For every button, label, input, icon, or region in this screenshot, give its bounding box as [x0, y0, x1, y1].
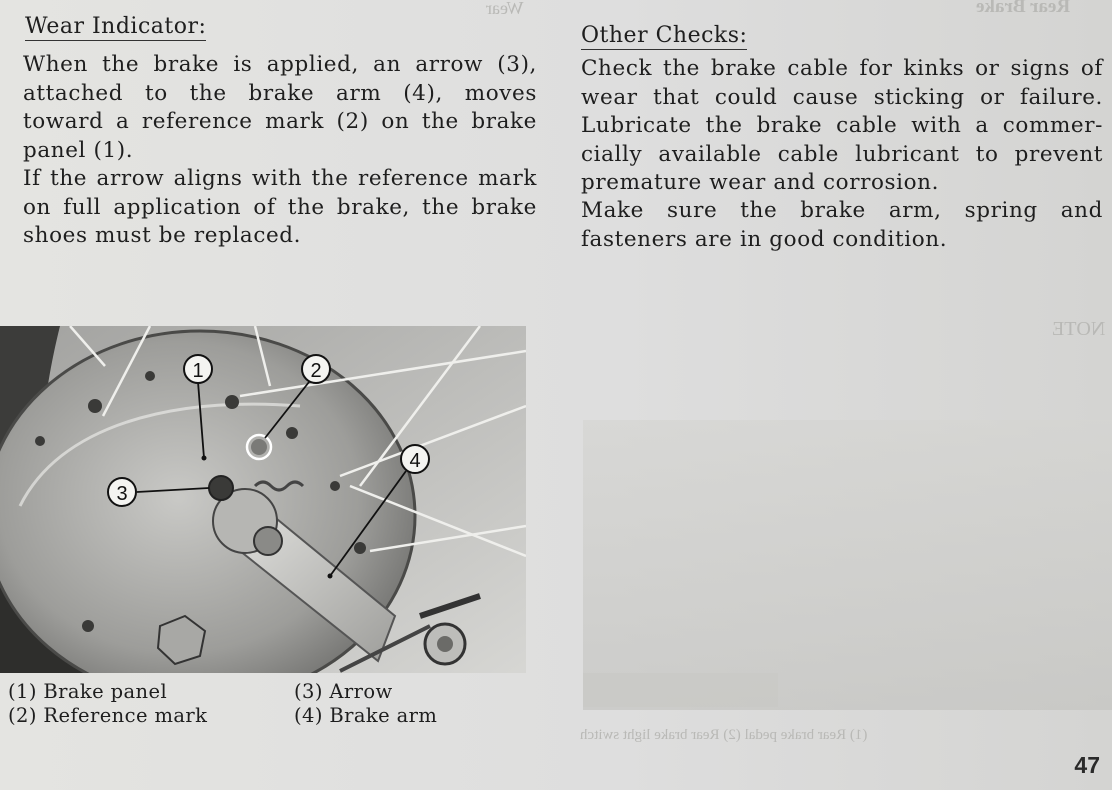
checks-line: fasteners are in good condition. [581, 226, 948, 252]
other-checks-paragraph-2 [581, 197, 1103, 254]
checks-line: Check the brake cable for kinks or signs of [581, 56, 1103, 81]
callout-1-label: 1 [192, 360, 204, 382]
wear-indicator-text [23, 51, 537, 251]
checks-line: wear that could cause sticking or failure. [581, 84, 1103, 110]
wear-line: panel (1). [23, 137, 134, 163]
checks-line: premature wear and corrosion. [581, 170, 940, 195]
figure-legend-right [294, 680, 437, 728]
callout-4-label: 4 [409, 450, 421, 472]
bleed-through-photo [583, 420, 1112, 710]
brake-assembly-illustration [0, 326, 526, 673]
page-number: 47 [1074, 752, 1100, 778]
bleed-through-band [583, 673, 778, 707]
bleed-through-bottom-caption: (1) Rear brake pedal (2) Rear brake light switch [580, 727, 868, 743]
wear-line: When the brake is applied, an arrow (3), [23, 52, 537, 77]
callout-2 [302, 355, 330, 383]
wear-line: attached to the brake arm (4), moves [23, 80, 537, 106]
wear-line: toward a reference mark (2) on the brake [23, 109, 537, 134]
other-checks-paragraph-1 [581, 55, 1103, 198]
wear-line: on full application of the brake, the brake [23, 194, 537, 220]
wear-line: shoes must be replaced. [23, 223, 302, 248]
bleed-through-top-right: Rear Brake [976, 0, 1071, 17]
legend-item-brake-arm: (4) Brake arm [294, 704, 438, 727]
checks-line: Make sure the brake arm, spring and [581, 198, 1103, 223]
wear-indicator-heading: Wear Indicator: [25, 14, 207, 39]
brake-photo [0, 326, 526, 673]
callout-3 [108, 478, 136, 506]
checks-line: cially available cable lubricant to prevent [581, 141, 1103, 167]
legend-item-reference-mark: (2) Reference mark [8, 704, 208, 727]
wear-line: If the arrow aligns with the reference mark [23, 166, 537, 191]
checks-line: Lubricate the brake cable with a commer- [581, 113, 1103, 138]
other-checks-heading: Other Checks: [581, 23, 748, 48]
legend-item-arrow: (3) Arrow [294, 680, 393, 703]
callout-2-label: 2 [310, 360, 322, 382]
bleed-through-top-left: Wear [486, 0, 524, 18]
callout-3-label: 3 [116, 483, 128, 505]
figure-legend-left [8, 680, 207, 728]
bleed-through-note: NOTE [1052, 318, 1106, 340]
legend-item-brake-panel: (1) Brake panel [8, 680, 168, 703]
callout-4 [401, 445, 429, 473]
callout-1 [184, 355, 212, 383]
